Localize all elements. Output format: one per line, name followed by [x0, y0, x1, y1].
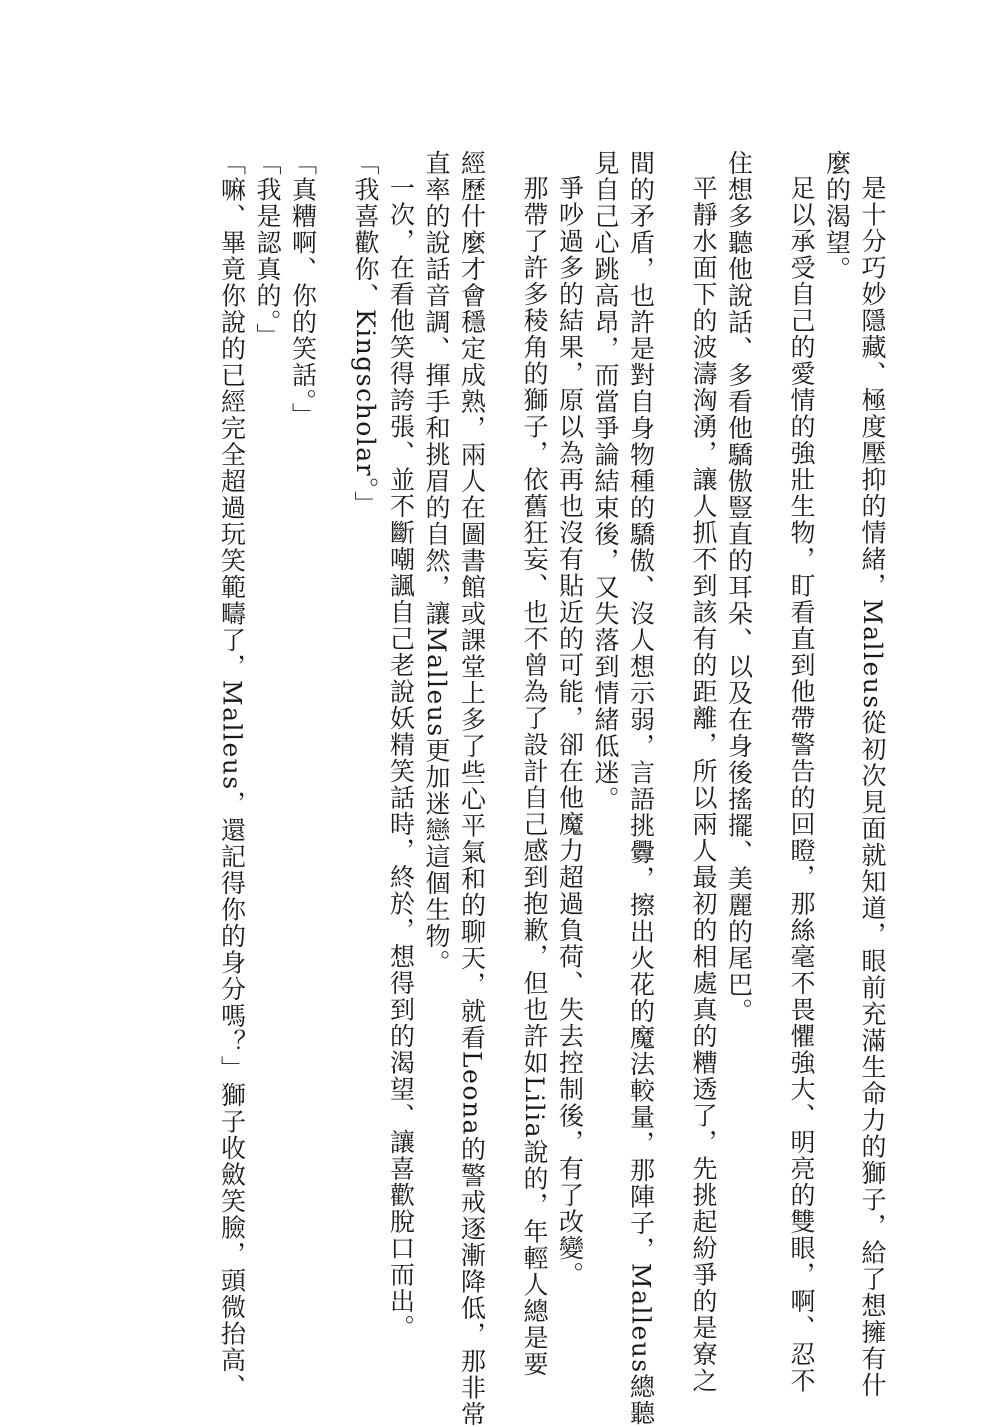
paragraph-line-5: 平靜水面下的波濤洶湧，讓人抓不到該有的距離，所以兩人最初的相處真的糟透了，先挑起紛爭的是寮之 — [689, 175, 718, 1394]
vertical-text-body — [214, 150, 890, 1427]
dialogue-line-2: 「真糟啊、你的笑話。」 — [288, 150, 318, 429]
paragraph-line-12: 一次，在看他笑得誇張、並不斷嘲諷自己老說妖精笑話時，終於，想得到的渴望、讓喜歡脫口而出。 — [386, 175, 416, 1341]
paragraph-line-11: 直率的說話音調、揮手和挑眉的自然，讓Malleus更加迷戀這個生物。 — [422, 150, 451, 977]
paragraph-line-7: 見自己心跳高昂，而當爭論結束後，又失落到情緒低迷。 — [591, 150, 620, 813]
paragraph-line-10: 經歷什麼才會穩定成熟，兩人在圖書館或課堂上多了些心平氣和的聊天，就看Leona的警戒逐漸降低，那非常 — [457, 150, 487, 1427]
dialogue-line-3: 「我是認真的。」 — [253, 150, 282, 350]
paragraph-line-3: 足以承受自己的愛情的強壯生物，盯看直到他帶警告的回瞪，那絲毫不畏懼強大、明亮的雙眼，啊、忍不 — [787, 175, 816, 1394]
paragraph-line-2: 麼的渴望。 — [822, 150, 852, 283]
paragraph-line-4: 住想多聽他說話、多看他驕傲豎直的耳朵、以及在身後搖擺、美麗的尾巴。 — [724, 150, 754, 1025]
paragraph-line-6: 間的矛盾，也許是對自身物種的驕傲、沒人想示弱，言語挑釁，擦出火花的魔法較量，那陣子，Malleus總聽 — [626, 150, 656, 1427]
paragraph-line-9: 那帶了許多稜角的獅子，依舊狂妄、也不曾為了設計自己感到抱歉，但也許如Lilia說的，年輕人總是要 — [520, 175, 549, 1378]
dialogue-line-1: 「我喜歡你、Kingscholar。」 — [351, 150, 380, 518]
paragraph-line-8: 爭吵過多的結果，原以為再也沒有貼近的可能，卻在他魔力超過負荷、失去控制後，有了改變。 — [555, 175, 585, 1288]
dialogue-line-4: 「嘛、畢竟你說的已經完全超過玩笑範疇了，Malleus，還記得你的身分嗎？」獅子收斂笑臉，頭微抬高、 — [217, 150, 247, 1401]
paragraph-line-1: 是十分巧妙隱藏、極度壓抑的情緒，Malleus從初次見面就知道，眼前充滿生命力的獅子，給了想擁有什 — [858, 175, 887, 1399]
